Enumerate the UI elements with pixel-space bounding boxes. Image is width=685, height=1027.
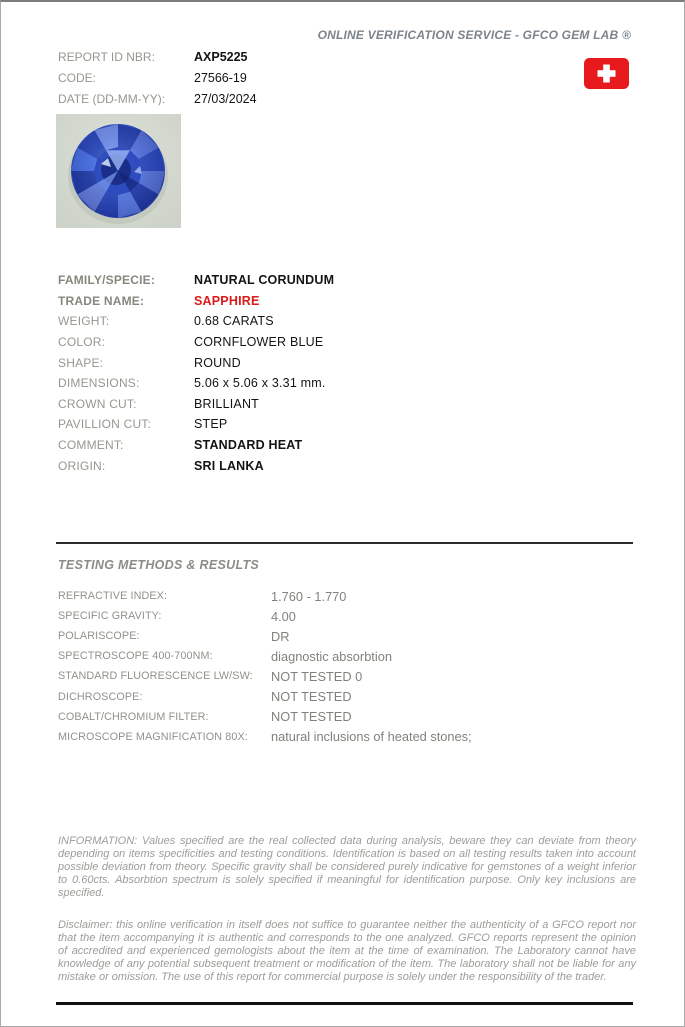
comment-label: COMMENT: bbox=[58, 438, 124, 453]
service-title: ONLINE VERIFICATION SERVICE - GFCO GEM LAB ® bbox=[317, 28, 631, 42]
information-paragraph: INFORMATION: Values specified are the real collected data during analysis, beware they can deviate from theory depending on items specificities and testing conditions. Identification is based on all testing results taken into account possible deviation from theory. Specific gravity shall be considered purely indicative for gemstones of a weight inferior to 0.60cts. Absorbtion spectrum is solely specified if meaningful for identification purpose. Only key inclusions are specified. bbox=[58, 835, 636, 899]
gem-details bbox=[58, 270, 334, 476]
report-id-label: REPORT ID NBR: bbox=[58, 49, 155, 64]
trade-name-value: SAPPHIRE bbox=[194, 293, 260, 308]
dimensions-label: DIMENSIONS: bbox=[58, 376, 140, 391]
shape-value: ROUND bbox=[194, 355, 241, 370]
dimensions-value: 5.06 x 5.06 x 3.31 mm. bbox=[194, 376, 326, 391]
refractive-index-label: REFRACTIVE INDEX: bbox=[58, 590, 168, 603]
specific-gravity-value: 4.00 bbox=[271, 608, 296, 624]
pavillion-cut-value: STEP bbox=[194, 417, 228, 432]
microscope-label: MICROSCOPE MAGNIFICATION 80X: bbox=[58, 730, 248, 743]
polariscope-label: POLARISCOPE: bbox=[58, 630, 140, 643]
fluorescence-value: NOT TESTED 0 bbox=[271, 668, 363, 684]
color-value: CORNFLOWER BLUE bbox=[194, 335, 324, 350]
polariscope-value: DR bbox=[271, 628, 290, 644]
code-label: CODE: bbox=[58, 70, 97, 85]
crown-cut-value: BRILLIANT bbox=[194, 396, 260, 411]
crown-cut-label: CROWN CUT: bbox=[58, 396, 137, 411]
date-value: 27/03/2024 bbox=[194, 91, 257, 106]
spectroscope-value: diagnostic absorbtion bbox=[271, 648, 392, 664]
microscope-value: natural inclusions of heated stones; bbox=[271, 729, 472, 745]
date-label: DATE (DD-MM-YY): bbox=[58, 91, 166, 106]
bottom-rule bbox=[56, 1002, 633, 1005]
family-specie-value: NATURAL CORUNDUM bbox=[194, 273, 335, 288]
swiss-flag-icon bbox=[584, 58, 629, 89]
disclaimer-paragraph: Disclaimer: this online verification in itself does not suffice to guarantee neither the authenticity of a GFCO report nor that the item accompanying it is authentic and corresponds to the one analyzed. GFCO reports represent the opinion of accredited and experienced gemologists about the item at the time of examination. The Laboratory cannot have knowledge of any potential subsequent treatment or modification of the item. The laboratory shall not be liable for any mistake or omission. The use of this report for commercial purpose is solely under the responsibility of the trader. bbox=[58, 919, 636, 983]
family-specie-label: FAMILY/SPECIE: bbox=[58, 273, 156, 288]
origin-value: SRI LANKA bbox=[194, 458, 264, 473]
code-value: 27566-19 bbox=[194, 70, 247, 85]
refractive-index-value: 1.760 - 1.770 bbox=[271, 588, 347, 604]
testing-results bbox=[58, 586, 472, 747]
section-divider-line bbox=[56, 542, 633, 544]
pavillion-cut-label: PAVILLION CUT: bbox=[58, 417, 152, 432]
shape-label: SHAPE: bbox=[58, 355, 104, 370]
trade-name-label: TRADE NAME: bbox=[58, 293, 145, 308]
report-id-fields bbox=[58, 46, 257, 109]
testing-section-title: TESTING METHODS & RESULTS bbox=[58, 558, 260, 572]
fluorescence-label: STANDARD FLUORESCENCE LW/SW: bbox=[58, 670, 253, 683]
color-label: COLOR: bbox=[58, 335, 106, 350]
dichroscope-label: DICHROSCOPE: bbox=[58, 690, 143, 703]
origin-label: ORIGIN: bbox=[58, 458, 106, 473]
comment-value: STANDARD HEAT bbox=[194, 438, 303, 453]
gem-photo bbox=[56, 114, 181, 228]
weight-value: 0.68 CARATS bbox=[194, 314, 274, 329]
report-id-value: AXP5225 bbox=[194, 49, 248, 64]
cobalt-chromium-filter-value: NOT TESTED bbox=[271, 709, 352, 725]
dichroscope-value: NOT TESTED bbox=[271, 689, 352, 705]
cobalt-chromium-filter-label: COBALT/CHROMIUM FILTER: bbox=[58, 710, 209, 723]
weight-label: WEIGHT: bbox=[58, 314, 110, 329]
specific-gravity-label: SPECIFIC GRAVITY: bbox=[58, 610, 162, 623]
spectroscope-label: SPECTROSCOPE 400-700NM: bbox=[58, 650, 213, 663]
